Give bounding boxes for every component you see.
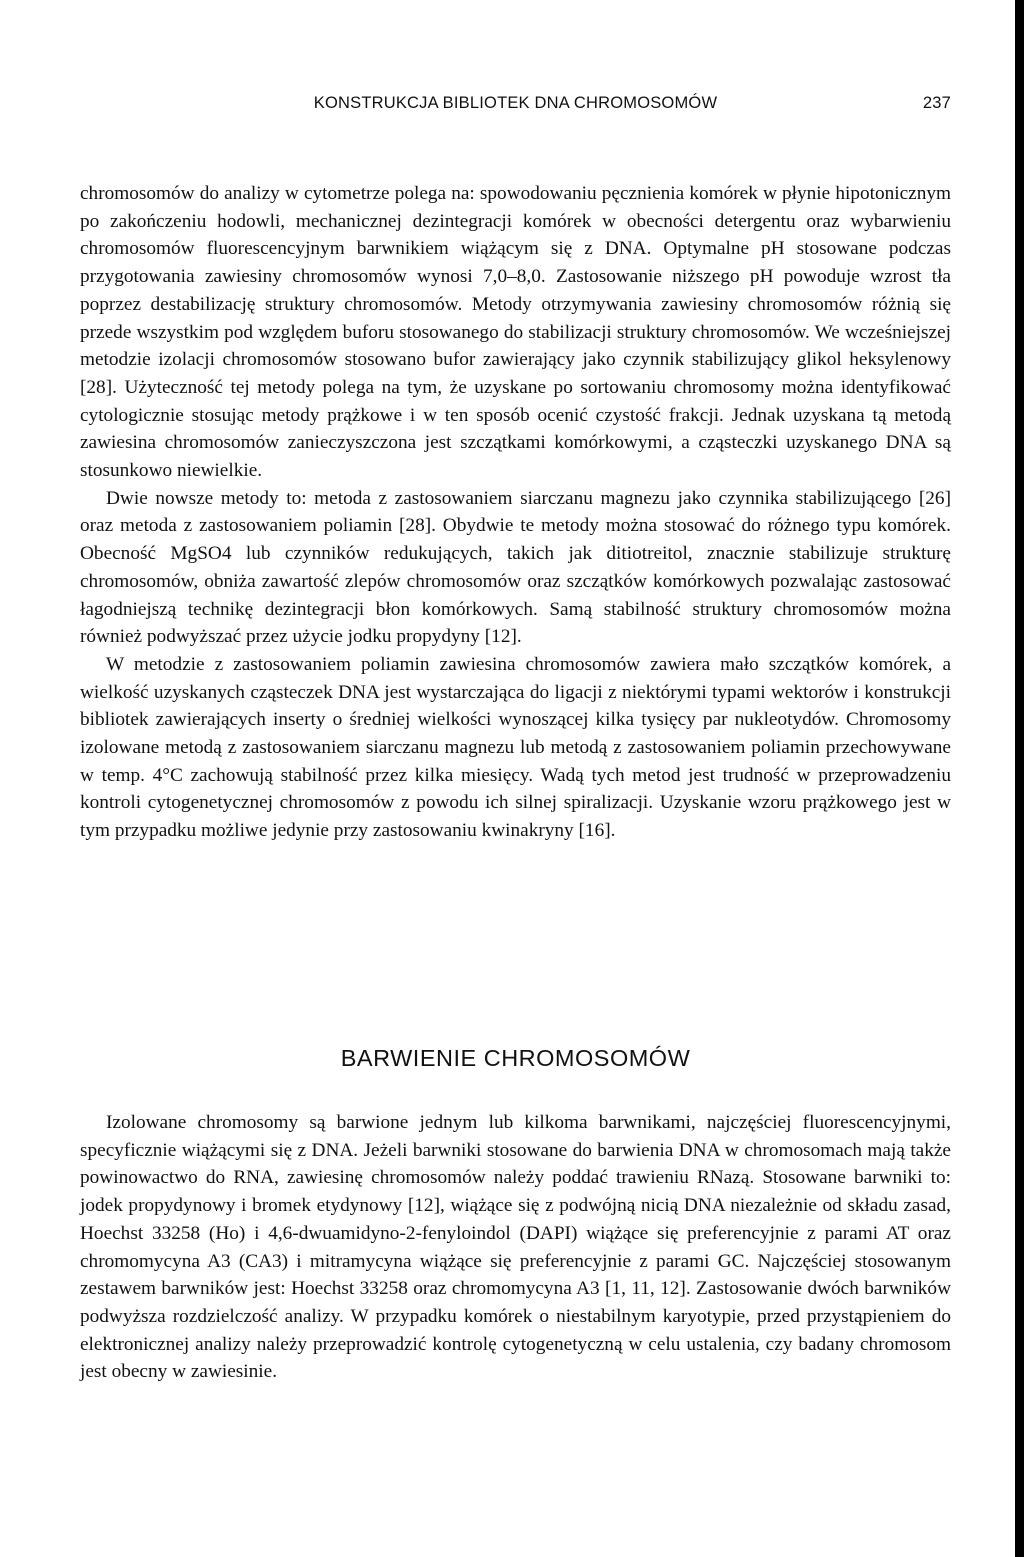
page-number: 237 bbox=[922, 94, 951, 112]
paragraph: W metodzie z zastosowaniem poliamin zawiesina chromosomów zawiera mało szczątków komórek, a wielkość uzyskanych cząsteczek DNA jest wystarczająca do ligacji z niektórymi typami wektorów i konstrukcji bibliotek zawierających inserty o średniej wielkości wynoszącej kilka tysięcy par nukleotydów. Chromosomy izolowane metodą z zastosowaniem siarczanu magnezu lub metodą z zastosowaniem poliamin przechowywane w temp. 4°C zachowują stabilność przez kilka miesięcy. Wadą tych metod jest trudność w przeprowadzeniu kontroli cytogenetycznej chromosomów z powodu ich silnej spiralizacji. Uzyskanie wzoru prążkowego jest w tym przypadku możliwe jedynie przy zastosowaniu kwinakryny [16]. bbox=[80, 653, 951, 842]
running-title: KONSTRUKCJA BIBLIOTEK DNA CHROMOSOMÓW bbox=[313, 94, 718, 112]
section-heading: BARWIENIE CHROMOSOMÓW bbox=[340, 1045, 691, 1071]
scan-edge bbox=[1015, 0, 1024, 1557]
paragraph: Dwie nowsze metody to: metoda z zastosowaniem siarczanu magnezu jako czynnika stabilizującego [26] oraz metoda z zastosowaniem poliamin [28]. Obydwie te metody można stosować do różnego typu komórek. Obecność MgSO4 lub czynników redukujących, takich jak ditiotreitol, znacznie stabilizuje strukturę chromosomów, obniża zawartość zlepów chromosomów oraz szczątków komórkowych pozwalając zastosować łagodniejszą technikę dezintegracji błon komórkowych. Samą stabilność struktury chromosomów można również podwyższać przez użycie jodku propydyny [12]. bbox=[80, 487, 951, 648]
body-text-block bbox=[80, 180, 951, 845]
section-body-text bbox=[80, 1109, 951, 1386]
paragraph: chromosomów do analizy w cytometrze polega na: spowodowaniu pęcznienia komórek w płynie hipotonicznym po zakończeniu hodowli, mechanicznej dezintegracji komórek w obecności detergentu oraz wybarwieniu chromosomów fluorescencyjnym barwnikiem wiążącym się z DNA. Optymalne pH stosowane podczas przygotowania zawiesiny chromosomów wynosi 7,0–8,0. Zastosowanie niższego pH powoduje wzrost tła poprzez destabilizację struktury chromosomów. Metody otrzymywania zawiesiny chromosomów różnią się przede wszystkim pod względem buforu stosowanego do stabilizacji struktury chromosomów. We wcześniejszej metodzie izolacji chromosomów stosowano bufor zawierający jako czynnik stabilizujący glikol heksylenowy [28]. Użyteczność tej metody polega na tym, że uzyskane po sortowaniu chromosomy można identyfikować cytologicznie stosując metody prążkowe i w ten sposób ocenić czystość frakcji. Jednak uzyskana tą metodą zawiesina chromosomów zanieczyszczona jest szczątkami komórkowymi, a cząsteczki uzyskanego DNA są stosunkowo niewielkie. bbox=[80, 183, 951, 482]
paragraph: Izolowane chromosomy są barwione jednym lub kilkoma barwnikami, najczęściej fluorescencyjnymi, specyficznie wiążącymi się z DNA. Jeżeli barwniki stosowane do barwienia DNA w chromosomach mają także powinowactwo do RNA, zawiesinę chromosomów należy poddać trawieniu RNazą. Stosowane barwniki to: jodek propydynowy i bromek etydynowy [12], wiążące się z podwójną nicią DNA niezależnie od składu zasad, Hoechst 33258 (Ho) i 4,6-dwuamidyno-2-fenyloindol (DAPI) wiążące się preferencyjnie z parami AT oraz chromomycyna A3 (CA3) i mitramycyna wiążące się preferencyjnie z parami GC. Najczęściej stosowanym zestawem barwników jest: Hoechst 33258 oraz chromomycyna A3 [1, 11, 12]. Zastosowanie dwóch barwników podwyższa rozdzielczość analizy. W przypadku komórek o niestabilnym karyotypie, przed przystąpieniem do elektronicznej analizy należy przeprowadzić kontrolę cytogenetyczną w celu ustalenia, czy badany chromosom jest obecny w zawiesinie. bbox=[80, 1112, 951, 1383]
running-header bbox=[80, 94, 951, 118]
